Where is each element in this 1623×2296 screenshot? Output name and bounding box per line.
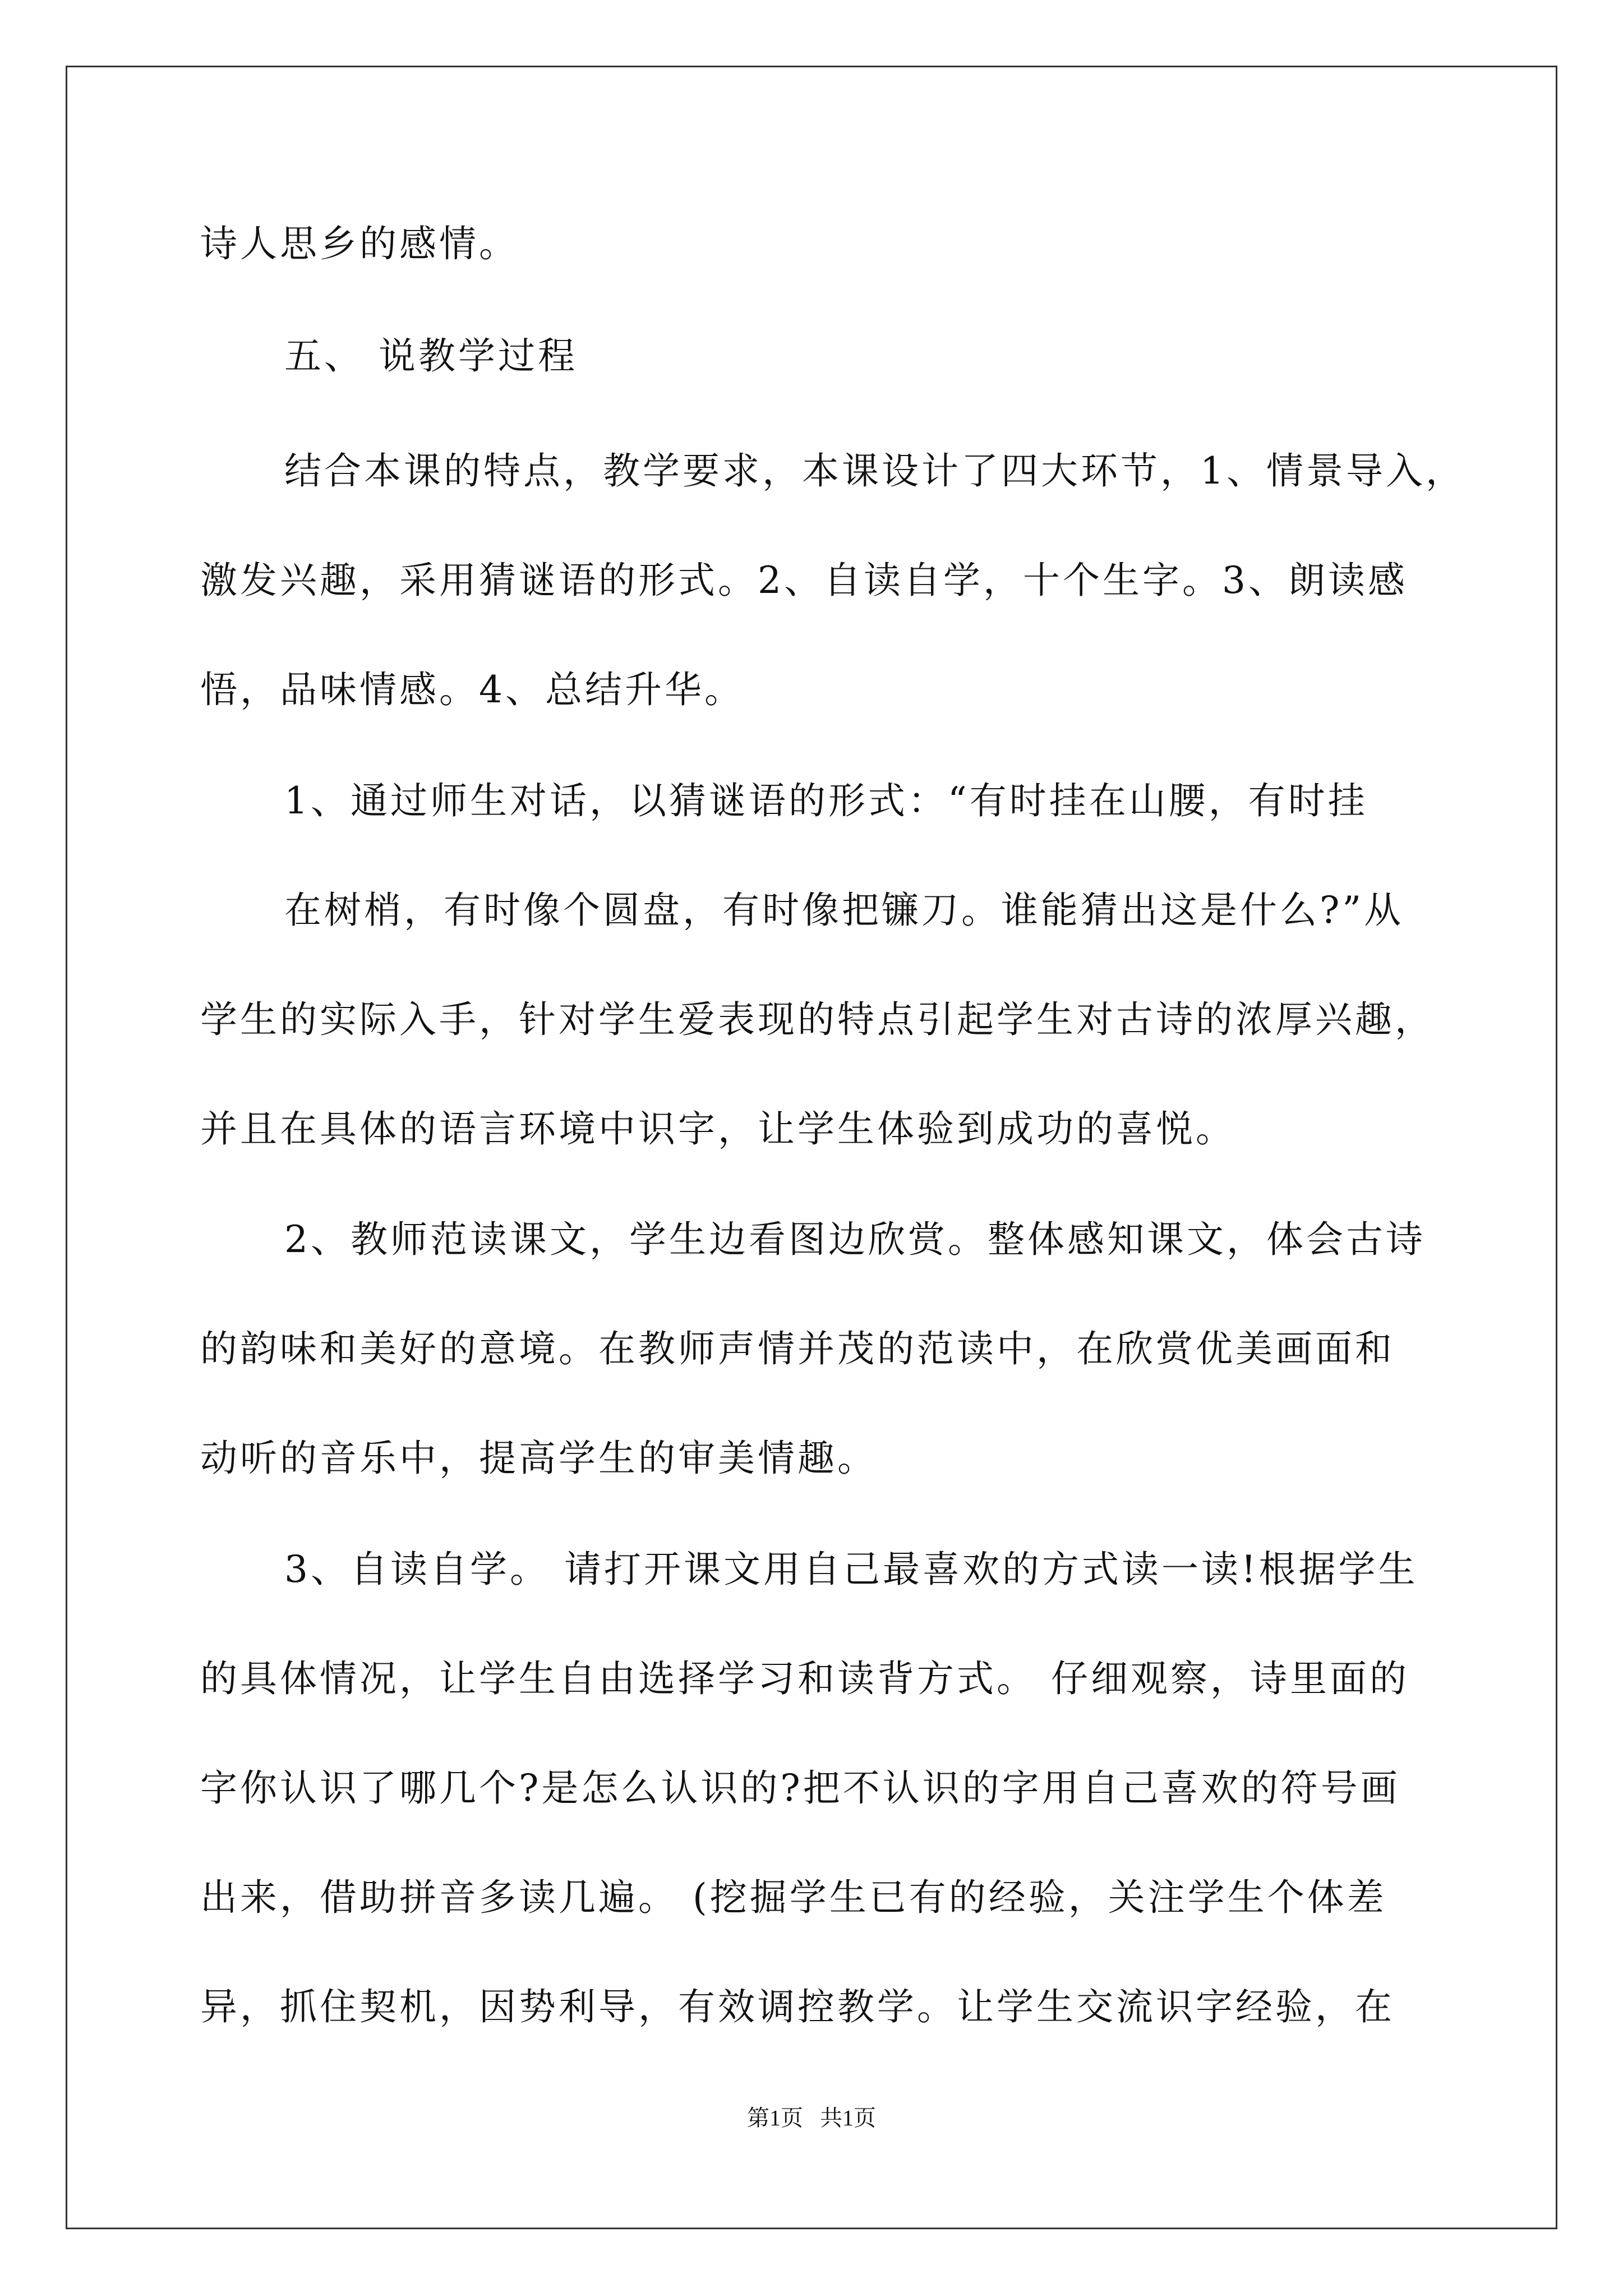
text-line: 并且在具体的语言环境中识字，让学生体验到成功的喜悦。 [200, 1107, 1235, 1151]
text-line: 的韵味和美好的意境。在教师声情并茂的范读中，在欣赏优美画面和 [200, 1327, 1395, 1370]
text-line: 出来，借助拼音多读几遍。 (挖掘学生已有的经验，关注学生个体差 [200, 1876, 1387, 1919]
page-footer [0, 2101, 1623, 2135]
text-line: 学生的实际入手，针对学生爱表现的特点引起学生对古诗的浓厚兴趣， [200, 998, 1435, 1041]
text-line: 悟，品味情感。4、总结升华。 [200, 668, 744, 711]
text-line: 激发兴趣，采用猜谜语的形式。2、自读自学，十个生字。3、朗读感 [200, 559, 1408, 602]
text-line: 在树梢，有时像个圆盘，有时像把镰刀。谁能猜出这是什么?”从 [284, 889, 1404, 932]
text-line: 动听的音乐中，提高学生的审美情趣。 [200, 1437, 877, 1480]
text-line: 结合本课的特点，教学要求，本课设计了四大环节，1、情景导入， [284, 449, 1465, 493]
text-line: 诗人思乡的感情。 [200, 222, 519, 265]
text-line: 2、教师范读课文，学生边看图边欣赏。整体感知课文，体会古诗 [284, 1218, 1426, 1261]
text-line: 1、通过师生对话，以猜谜语的形式：“有时挂在山腰，有时挂 [284, 779, 1368, 822]
text-line: 字你认识了哪几个?是怎么认识的?把不认识的字用自己喜欢的符号画 [200, 1766, 1400, 1810]
page-total: 共1页 [820, 2105, 876, 2131]
text-line: 3、自读自学。 请打开课文用自己最喜欢的方式读一读!根据学生 [284, 1548, 1418, 1591]
section-heading: 五、 说教学过程 [284, 334, 578, 378]
page-number: 第1页 [747, 2105, 803, 2131]
text-line: 的具体情况，让学生自由选择学习和读背方式。 仔细观察，诗里面的 [200, 1657, 1409, 1700]
text-line: 异，抓住契机，因势利导，有效调控教学。让学生交流识字经验，在 [200, 1985, 1395, 2028]
